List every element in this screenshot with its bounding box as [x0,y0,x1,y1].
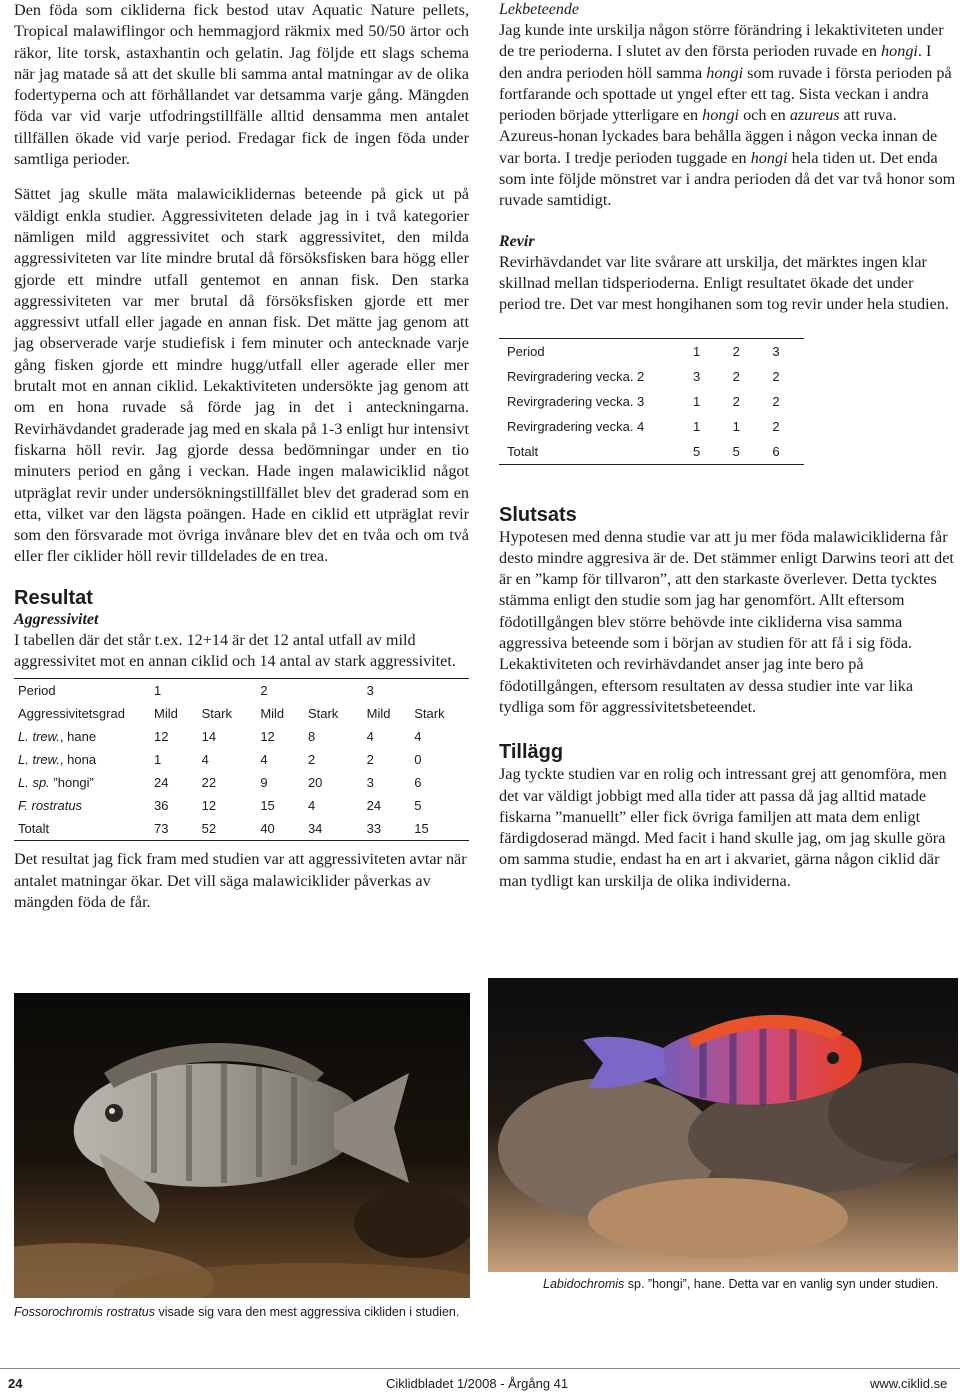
table-header-row [14,679,469,703]
species-name: hongi [750,148,788,167]
table-cell: 20 [307,775,323,791]
page-number: 24 [8,1376,23,1391]
intro-paragraph-2: Sättet jag skulle mäta malawiciklidernas beteende på gick ut på väldigt enkla studier. Aggressiviteten delade jag in i två kategorier nämligen mild aggressivitet och stark aggressivitet, den milda aggressiviteten var lite mindre brutal då försöksfisken bara högg eller gjorde ett mindre utfall gentemot en annan fisk. Den starka aggressiviteten var mer brutal då försöksfisken gjorde ett mer aggressivt utfall eller jagade en annan fisk. Det mätte jag genom att jag observerade varje studiefisk i fem minuter och antecknade varje gång fisken gjorde ett mindre hugg/utfall eller agerade eller mer brutalt mot en annan ciklid. Lekaktiviteten undersökte jag genom att om en hona ruvade så förde jag in det i anteckningarna. Revirhävdandet graderade jag med en skala på 1-3 enligt hur intensivt fiskarna höll revir. Jag gjorde dessa bedömningar under en tio minuters period en gång i veckan. Hade ingen malawiciklid något utpräglat revir under undersökningstillfället blev det graderad som en etta, vilket var den lägsta poängen. Hade en ciklid ett utpräglat revir som den försvarade mot övriga invånare blev det en tvåa och om två eller fler ciklider höll revir tilldelades de en trea. [14,185,469,566]
table-cell: 1 [693,343,701,359]
table-row [499,364,804,389]
lek-text-segment: att ruva. Azureus-honan lyckades bara behålla äggen i någon vecka innan de var borta. I tredje perioden tuggade en [499,106,938,167]
table-cell: 9 [260,775,268,791]
table-cell: L. trew., hona [18,752,97,768]
table-row [499,439,804,465]
rostratus-photo-image [14,993,470,1298]
table-cell: 52 [201,821,217,837]
table-row [499,389,804,414]
table-cell: Period [18,683,56,699]
lek-text-segment: som ruvade i första perioden på fortfarande och spottade ut yngel efter ett tag. Sista veckan i andra perioden började ytterligare en [499,63,952,125]
lek-text-segment: och en [739,106,790,125]
lekbeteende-heading: Lekbeteende [499,1,579,18]
caption-hongi [543,1275,960,1293]
table-row [14,725,469,748]
table-cell: 5 [414,798,422,814]
caption-right-species: Labidochromis [543,1277,625,1291]
table-cell: 15 [414,821,429,837]
table-row [499,414,804,439]
table-cell: L. sp. ”hongi” [18,775,94,791]
table-cell: 2 [260,683,268,699]
table-cell: 2 [366,752,374,768]
table-cell: 15 [260,798,275,814]
lek-text-segment: Jag kunde inte urskilja någon större förändring i lekaktiviteten under de tre perioderna. I slutet av den första perioden ruvade en [499,21,944,61]
revir-heading: Revir [499,232,535,250]
table-row [14,771,469,794]
issue-info: Ciklidbladet 1/2008 - Årgång 41 [386,1376,569,1391]
table-cell: L. trew., hane [18,729,97,745]
table-cell: 1 [732,418,740,434]
tillagg-heading: Tillägg [499,741,564,764]
aggressivitet-table [14,678,469,841]
left-column [14,0,469,913]
table-cell: Totalt [507,443,539,459]
conclusion-text: Det resultat jag fick fram med studien var att aggressiviteten avtar när antalet matningar ökar. Det vill säga malawiciklider påverkas av mängden föda de får. [14,850,467,911]
table-cell: 1 [693,418,701,434]
table-cell: 2 [772,393,780,409]
table-cell: 4 [201,752,209,768]
tillagg-text: Jag tyckte studien var en rolig och intressant grej att genomföra, men det var väldigt jobbigt med alla tider att passa då jag alltid matade fiskarna ”manuellt” eller fick övriga familjen att mata dem enligt färdigdoserad mängd. Med facit i hand skulle jag, om jag skulle göra om samma studie, endast ha en art i akvariet, gärna någon ciklid där man tydligt kan urskilja de olika individerna. [499,765,947,890]
species-name: hongi [881,42,918,61]
table-cell: Stark [201,706,232,722]
lekbeteende-text [499,20,957,212]
table-cell: 3 [693,368,701,384]
table-cell: Totalt [18,821,50,837]
table-cell: Mild [366,706,391,722]
aggressivitet-heading: Aggressivitet [14,610,99,628]
table-cell: 4 [414,729,422,745]
table-cell: 6 [414,775,422,791]
table-cell: 3 [366,683,374,699]
table-cell: F. rostratus [18,798,83,814]
table-cell: 2 [772,418,780,434]
table-cell: 73 [154,821,169,837]
table-cell: 12 [201,798,217,814]
lek-text-segment: hela tiden ut. Det enda som inte följde mönstret var i andra perioden då det var två honor som ruvade samtidigt. [499,148,956,210]
resultat-heading: Resultat [14,586,93,609]
table-cell: 6 [772,443,780,459]
table-cell [304,679,363,703]
footer [0,1376,960,1394]
table-header-row [499,338,804,364]
revir-text: Revirhävdandet var lite svårare att urskilja, det märktes ingen klar skillnad mellan tidsperioderna. Enligt resultatet ökade det under period tre. Det var mest hongihanen som tog revir under hela studien. [499,252,949,314]
hongi-photo-image [488,978,958,1272]
footer-rule [0,1368,960,1369]
slutsats-text: Hypotesen med denna studie var att ju mer föda malawicikliderna får desto mindre aggresiva är de. Det stämmer enligt Darwins teori att det är en ”kamp för tillvaron”, att den starkaste överlever. Detta tycktes stämma enligt den studie som jag har genomfört. Allt eftersom födotillgången blev större behövde inte cikliderna visa samma aggressiva beteende som i början av studien för att få i sig föda. Lekaktiviteten och revirhävdandet anser jag inte bero på födotillgången, eftersom resultaten av dessa studier inte var lika tydliga som för aggressivitetsbeteendet. [499,527,954,716]
table-cell: 1 [693,393,701,409]
table-header-row [14,702,469,725]
website-link[interactable]: www.ciklid.se [870,1376,948,1391]
table-row [14,748,469,771]
table-cell: 2 [732,368,740,384]
caption-right-text: sp. ”hongi”, hane. Detta var en vanlig syn under studien. [624,1277,939,1291]
caption-left-text: visade sig vara den mest aggressiva cikliden i studien. [155,1305,460,1319]
table-row [14,794,469,817]
species-name: hongi [706,63,744,82]
table-cell: 34 [307,821,323,837]
table-cell: 24 [154,775,169,791]
table-cell: 4 [307,798,316,814]
table-cell: 36 [154,798,169,814]
fish-photo-rostratus [14,993,470,1298]
table-cell: 12 [154,729,169,745]
right-column [499,0,957,892]
table-cell: 0 [414,752,422,768]
table-cell: 22 [201,775,217,791]
table-cell: 40 [260,821,275,837]
table-cell: 33 [366,821,382,837]
table-row [14,817,469,841]
table-cell: 4 [366,729,374,745]
slutsats-heading: Slutsats [499,503,577,526]
species-name: azureus [789,106,840,125]
table-cell: 4 [260,752,268,768]
table-cell: 12 [260,729,275,745]
table-cell: Stark [307,706,339,722]
fish-photo-hongi [488,978,958,1272]
table-cell: 24 [366,798,382,814]
table-cell: Revirgradering vecka. 3 [507,393,645,409]
table-cell: 8 [307,729,316,745]
table-cell [198,679,257,703]
revir-table [499,338,804,465]
species-name: hongi [702,106,740,125]
table-cell: 14 [201,729,217,745]
table-cell: 2 [307,752,316,768]
caption-left-species: Fossorochromis rostratus [14,1305,156,1319]
table-cell: 2 [732,393,740,409]
table-cell: 5 [693,443,701,459]
table-cell [410,679,469,703]
table-cell: Aggressivitetsgrad [18,706,125,722]
table-cell: Stark [414,706,445,722]
table-cell: Mild [260,706,285,722]
table-cell: 5 [732,443,740,459]
table-cell: 3 [366,775,374,791]
table-cell: 1 [154,683,162,699]
aggressivitet-text: I tabellen där det står t.ex. 12+14 är det 12 antal utfall av mild aggressivitet mot en annan ciklid och 14 antal av stark aggressivitet. [14,630,456,671]
intro-paragraph-1: Den föda som cikliderna fick bestod utav Aquatic Nature pellets, Tropical malawiflingor och hemmagjord räkmix med 50/50 ärtor och räkor, lite torsk, astaxhantin och gelatin. Jag följde ett slags schema när jag matade så att det skulle bli samma antal matningar av de olika fodertyperna och att förhållandet var detsamma varje gång. Mängden föda var vid varje utfodringstillfälle alltid densamma men antalet tillfällen ökade vid varje period. Fredagar fick de ingen föda under samtliga perioder. [14,1,469,169]
caption-rostratus [14,1303,464,1321]
table-cell: Revirgradering vecka. 4 [507,418,645,434]
table-cell: 3 [772,343,780,359]
table-cell: 2 [772,368,780,384]
table-cell: Period [507,343,545,359]
table-cell: 2 [732,343,740,359]
table-cell: 1 [154,752,162,768]
lek-text-segment: . I den andra perioden höll samma [499,42,932,82]
table-cell: Revirgradering vecka. 2 [507,368,645,384]
table-cell: Mild [154,706,178,722]
